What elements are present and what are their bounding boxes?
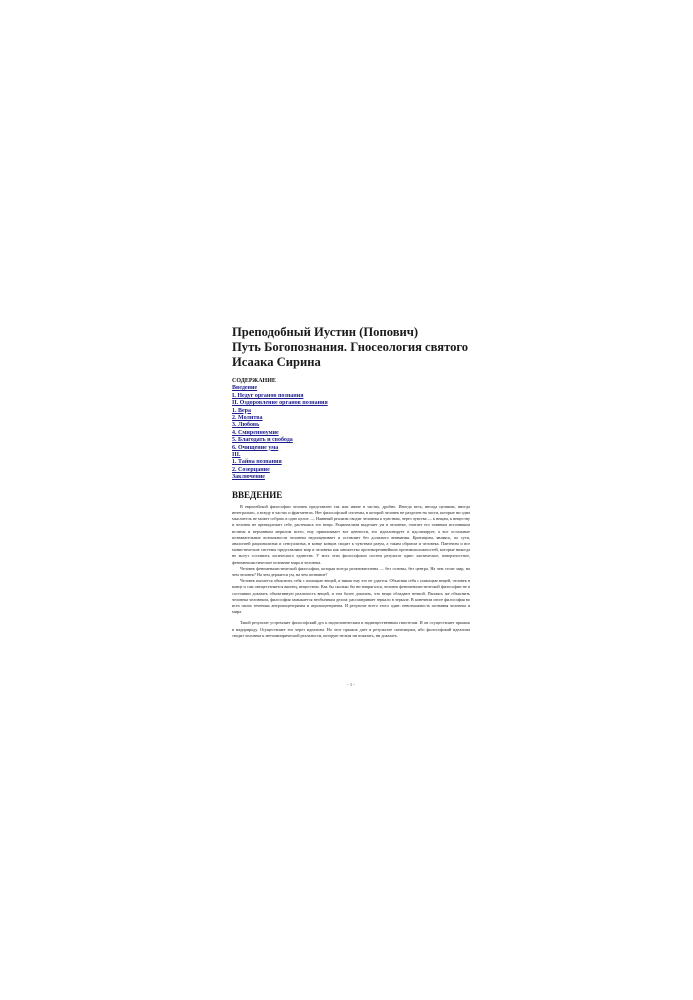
- toc-heading: СОДЕРЖАНИЕ: [232, 378, 276, 384]
- toc-list: [232, 385, 470, 481]
- toc-link-mystery[interactable]: 1. Тайна познания: [232, 459, 282, 466]
- toc-link-conclusion[interactable]: Заключение: [232, 474, 265, 481]
- title-line-3: Исаака Сирина: [232, 355, 321, 369]
- toc-link-grace-freedom[interactable]: 5. Благодать и свобода: [232, 437, 293, 444]
- toc-link-contemplation[interactable]: 2. Созерцание: [232, 466, 270, 473]
- document-page: [232, 325, 470, 687]
- toc-item: [232, 445, 470, 452]
- toc-link-chapter-1[interactable]: I. Недуг органов познания: [232, 392, 304, 399]
- toc-link-faith[interactable]: 1. Вера: [232, 407, 252, 414]
- section-title: ВВЕДЕНИЕ: [232, 489, 283, 500]
- toc-item: [232, 408, 470, 415]
- page-number: - 1 -: [347, 682, 355, 687]
- toc-link-introduction[interactable]: Введение: [232, 385, 258, 392]
- toc-item: [232, 422, 470, 429]
- toc-item: [232, 415, 470, 422]
- toc-link-chapter-3[interactable]: III.: [232, 452, 241, 459]
- toc-item: [232, 385, 470, 392]
- toc-item: [232, 400, 470, 407]
- table-of-contents: [232, 378, 470, 482]
- title-line-2: Путь Богопознания. Гносеология святого: [232, 340, 469, 354]
- paragraph: Такой результат устремляет философский дух к надчеловеческим и надвещественным гипотезам. И он осуществляет прыжок в надприроду. Осуществляет его через идеализм. Но этот прыжок дает в результате скептицизм, ибо философский идеализм сводит человека к метаэмпирической реальности, которую нельзя ни показать, ни доказать.: [232, 620, 470, 638]
- section-body: [232, 504, 470, 639]
- toc-link-purification[interactable]: 6. Очищение ума: [232, 444, 279, 451]
- paragraph: Человек пытается объяснить себя с помощью вещей, и никак ему это не удается. Объясняя себя с помощью вещей, человек в конце и сам овеществляется вконец, веществом. Как бы сколько бы ни напрягался, человек феноменалистической философии не в состоянии доказать объективную реальность вещей, и тем более доказать, что вещи обладают вечной. Пытаясь же объяснить человека человеком, философия замыкается необычным делом: рассматривает зеркало в зеркале. В конечном итоге философия во всех своих течениях антропоцентрична и атропоцентрична. И результат всего этого один: невозможность познания человека и мира.: [232, 578, 470, 615]
- toc-item: [232, 474, 470, 481]
- toc-item: [232, 459, 470, 466]
- toc-link-humility[interactable]: 4. Смиренноумие: [232, 429, 279, 436]
- toc-item: [232, 393, 470, 400]
- toc-item: [232, 467, 470, 474]
- toc-link-love[interactable]: 3. Любовь: [232, 422, 260, 429]
- document-title: [232, 325, 470, 370]
- paragraph: Человек феноменалистической философии, которая всегда релятивистична — без основы, без центра. На чем стоит мир, на чем человек? На чем держится ум, на чем познание?: [232, 565, 470, 577]
- toc-link-chapter-2[interactable]: II. Оздоровление органов познания: [232, 400, 328, 407]
- title-line-1: Преподобный Иустин (Попович): [232, 325, 419, 339]
- toc-link-prayer[interactable]: 2. Молитва: [232, 415, 263, 422]
- toc-item: [232, 437, 470, 444]
- paragraph: В европейской философии человек представлен так или иначе в частях, дробно. Иногда весь, иногда целиком, иногда интегрально, а всюду в частях и фрагментах. Нет философской системы, в которой человек не разделен на части, которые ни одна мыслитель не может собрать в одно целое. — Наивный реализм сводит человека к чувствам, через чувства — к вещам, к веществу и человек не принадлежит себе, растекаясь его вещи. Рационализм выделяет ум в человеке, считает его главным источником истины и верховным мерилом всего, ему приписывает все ценности, его идеализирует и идолизирует, а все остальные познавательные возможности человека недооценивает и оставляет без должного внимания. Критицизм, являясь, по сути, аналогией рационализма и сенсуализма, в конце концов сводит к чувствам разум, а таким образом и человека. Пантеизм и все монистические системы представляют мир и человека как множество противоречивейших противоположностей, которые никогда не могут составить логического единства. У всех этих философских систем результат один: хаотическое, поверхностное, феноменалистическое познание мира и человека.: [232, 503, 470, 565]
